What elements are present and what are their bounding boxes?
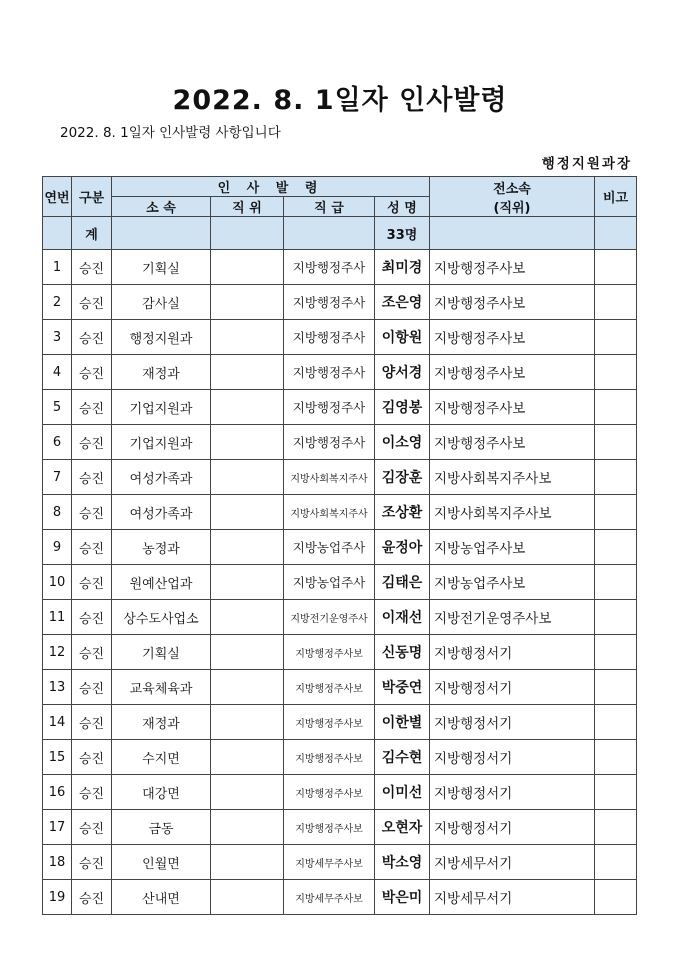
- cell-new-position: 지방세무서기: [430, 845, 595, 880]
- cell-seq: 12: [43, 635, 72, 670]
- cell-rank: 지방행정주사보: [284, 740, 375, 775]
- cell-name: 이항원: [375, 320, 430, 355]
- cell-new-position: 지방사회복지주사보: [430, 460, 595, 495]
- cell-type: 승진: [72, 670, 112, 705]
- cell-affiliation: 재정과: [112, 705, 211, 740]
- cell-new-position: 지방행정서기: [430, 775, 595, 810]
- cell-type: 승진: [72, 425, 112, 460]
- header-affiliation: 소 속: [112, 197, 211, 217]
- cell-new-position: 지방행정주사보: [430, 250, 595, 285]
- table-row: [43, 705, 637, 740]
- cell-rank: 지방행정주사: [284, 355, 375, 390]
- cell-affiliation: 여성가족과: [112, 495, 211, 530]
- cell-type: 승진: [72, 810, 112, 845]
- table-row: [43, 495, 637, 530]
- cell-new-position: 지방행정서기: [430, 670, 595, 705]
- cell-name: 김장훈: [375, 460, 430, 495]
- cell-affiliation: 기업지원과: [112, 425, 211, 460]
- cell-new-position: 지방행정서기: [430, 810, 595, 845]
- cell-remarks: [595, 845, 637, 880]
- total-seq: [43, 217, 72, 250]
- cell-rank: 지방행정주사보: [284, 775, 375, 810]
- cell-new-position: 지방행정주사보: [430, 355, 595, 390]
- cell-name: 윤정아: [375, 530, 430, 565]
- cell-name: 박중연: [375, 670, 430, 705]
- cell-seq: 5: [43, 390, 72, 425]
- subtitle: 2022. 8. 1일자 인사발령 사항입니다: [60, 125, 281, 141]
- cell-type: 승진: [72, 600, 112, 635]
- cell-rank: 지방전기운영주사: [284, 600, 375, 635]
- cell-name: 김영봉: [375, 390, 430, 425]
- cell-rank: 지방행정주사보: [284, 635, 375, 670]
- cell-new-position: 지방행정서기: [430, 635, 595, 670]
- cell-rank: 지방세무주사보: [284, 880, 375, 915]
- cell-seq: 9: [43, 530, 72, 565]
- cell-name: 신동명: [375, 635, 430, 670]
- total-new-position: [430, 217, 595, 250]
- cell-rank: 지방행정주사보: [284, 670, 375, 705]
- cell-new-position: 지방행정주사보: [430, 285, 595, 320]
- cell-affiliation: 금동: [112, 810, 211, 845]
- total-duty: [211, 217, 284, 250]
- table-row: [43, 635, 637, 670]
- cell-seq: 17: [43, 810, 72, 845]
- header-duty: 직 위: [211, 197, 284, 217]
- cell-seq: 15: [43, 740, 72, 775]
- cell-new-position: 지방세무서기: [430, 880, 595, 915]
- cell-affiliation: 인월면: [112, 845, 211, 880]
- cell-duty: [211, 320, 284, 355]
- page-title: 2022. 8. 1일자 인사발령: [172, 85, 508, 116]
- cell-duty: [211, 390, 284, 425]
- cell-duty: [211, 460, 284, 495]
- cell-remarks: [595, 320, 637, 355]
- cell-rank: 지방사회복지주사: [284, 460, 375, 495]
- header-new-position-line1: 전소속: [493, 181, 531, 197]
- cell-rank: 지방행정주사: [284, 425, 375, 460]
- table-row: [43, 810, 637, 845]
- cell-name: 김태은: [375, 565, 430, 600]
- cell-remarks: [595, 565, 637, 600]
- cell-remarks: [595, 705, 637, 740]
- cell-rank: 지방행정주사보: [284, 810, 375, 845]
- cell-name: 최미경: [375, 250, 430, 285]
- cell-new-position: 지방농업주사보: [430, 565, 595, 600]
- cell-duty: [211, 425, 284, 460]
- header-name: 성 명: [375, 197, 430, 217]
- cell-rank: 지방행정주사: [284, 250, 375, 285]
- cell-duty: [211, 740, 284, 775]
- cell-remarks: [595, 285, 637, 320]
- cell-affiliation: 상수도사업소: [112, 600, 211, 635]
- cell-duty: [211, 705, 284, 740]
- cell-affiliation: 산내면: [112, 880, 211, 915]
- table-row: [43, 600, 637, 635]
- total-label: 계: [72, 217, 112, 250]
- cell-affiliation: 감사실: [112, 285, 211, 320]
- cell-type: 승진: [72, 565, 112, 600]
- cell-name: 조상환: [375, 495, 430, 530]
- cell-type: 승진: [72, 740, 112, 775]
- cell-seq: 10: [43, 565, 72, 600]
- table-row: [43, 845, 637, 880]
- cell-name: 오현자: [375, 810, 430, 845]
- cell-rank: 지방행정주사: [284, 320, 375, 355]
- cell-seq: 19: [43, 880, 72, 915]
- cell-rank: 지방농업주사: [284, 530, 375, 565]
- table-row: [43, 285, 637, 320]
- cell-type: 승진: [72, 250, 112, 285]
- total-row: [43, 217, 637, 250]
- table-row: [43, 670, 637, 705]
- header-remarks: 비고: [595, 177, 637, 217]
- cell-affiliation: 기획실: [112, 635, 211, 670]
- cell-rank: 지방세무주사보: [284, 845, 375, 880]
- cell-remarks: [595, 775, 637, 810]
- cell-duty: [211, 530, 284, 565]
- cell-rank: 지방행정주사보: [284, 705, 375, 740]
- cell-seq: 8: [43, 495, 72, 530]
- cell-remarks: [595, 390, 637, 425]
- cell-type: 승진: [72, 495, 112, 530]
- cell-seq: 2: [43, 285, 72, 320]
- cell-type: 승진: [72, 530, 112, 565]
- cell-name: 이한별: [375, 705, 430, 740]
- cell-rank: 지방사회복지주사: [284, 495, 375, 530]
- table-row: [43, 530, 637, 565]
- cell-remarks: [595, 250, 637, 285]
- cell-type: 승진: [72, 460, 112, 495]
- cell-seq: 11: [43, 600, 72, 635]
- cell-new-position: 지방농업주사보: [430, 530, 595, 565]
- cell-rank: 지방농업주사: [284, 565, 375, 600]
- cell-duty: [211, 355, 284, 390]
- table-row: [43, 460, 637, 495]
- cell-type: 승진: [72, 285, 112, 320]
- table-row: [43, 390, 637, 425]
- header-type: 구분: [72, 177, 112, 217]
- cell-name: 박은미: [375, 880, 430, 915]
- cell-affiliation: 교육체육과: [112, 670, 211, 705]
- cell-remarks: [595, 355, 637, 390]
- cell-new-position: 지방사회복지주사보: [430, 495, 595, 530]
- cell-affiliation: 수지면: [112, 740, 211, 775]
- cell-duty: [211, 670, 284, 705]
- cell-new-position: 지방전기운영주사보: [430, 600, 595, 635]
- cell-duty: [211, 600, 284, 635]
- cell-remarks: [595, 670, 637, 705]
- total-affiliation: [112, 217, 211, 250]
- cell-seq: 18: [43, 845, 72, 880]
- cell-name: 조은영: [375, 285, 430, 320]
- total-remarks: [595, 217, 637, 250]
- cell-remarks: [595, 495, 637, 530]
- table-row: [43, 880, 637, 915]
- table-row: [43, 565, 637, 600]
- cell-duty: [211, 845, 284, 880]
- table-row: [43, 425, 637, 460]
- cell-remarks: [595, 530, 637, 565]
- cell-name: 이미선: [375, 775, 430, 810]
- cell-type: 승진: [72, 390, 112, 425]
- cell-remarks: [595, 425, 637, 460]
- cell-affiliation: 대강면: [112, 775, 211, 810]
- cell-rank: 지방행정주사: [284, 390, 375, 425]
- cell-duty: [211, 495, 284, 530]
- cell-remarks: [595, 635, 637, 670]
- cell-duty: [211, 635, 284, 670]
- cell-affiliation: 여성가족과: [112, 460, 211, 495]
- header-group: 인 사 발 령: [112, 177, 430, 197]
- cell-name: 이소영: [375, 425, 430, 460]
- cell-remarks: [595, 460, 637, 495]
- cell-type: 승진: [72, 355, 112, 390]
- cell-new-position: 지방행정주사보: [430, 390, 595, 425]
- header-new-position-line2: (직위): [493, 200, 531, 216]
- table-row: [43, 320, 637, 355]
- cell-type: 승진: [72, 845, 112, 880]
- header-rank: 직 급: [284, 197, 375, 217]
- cell-type: 승진: [72, 775, 112, 810]
- cell-affiliation: 기업지원과: [112, 390, 211, 425]
- table-row: [43, 355, 637, 390]
- cell-duty: [211, 285, 284, 320]
- cell-seq: 1: [43, 250, 72, 285]
- cell-duty: [211, 880, 284, 915]
- cell-remarks: [595, 600, 637, 635]
- cell-new-position: 지방행정서기: [430, 740, 595, 775]
- cell-name: 이재선: [375, 600, 430, 635]
- cell-type: 승진: [72, 880, 112, 915]
- cell-remarks: [595, 740, 637, 775]
- cell-seq: 4: [43, 355, 72, 390]
- table-row: [43, 250, 637, 285]
- cell-new-position: 지방행정주사보: [430, 320, 595, 355]
- department-signature: 행정지원과장: [541, 156, 632, 172]
- header-new-position: [430, 177, 595, 217]
- cell-seq: 14: [43, 705, 72, 740]
- cell-name: 김수현: [375, 740, 430, 775]
- cell-seq: 13: [43, 670, 72, 705]
- cell-new-position: 지방행정서기: [430, 705, 595, 740]
- cell-affiliation: 기획실: [112, 250, 211, 285]
- cell-seq: 16: [43, 775, 72, 810]
- cell-duty: [211, 775, 284, 810]
- cell-seq: 3: [43, 320, 72, 355]
- table-row: [43, 775, 637, 810]
- cell-duty: [211, 810, 284, 845]
- cell-type: 승진: [72, 320, 112, 355]
- cell-duty: [211, 250, 284, 285]
- cell-duty: [211, 565, 284, 600]
- cell-rank: 지방행정주사: [284, 285, 375, 320]
- cell-affiliation: 행정지원과: [112, 320, 211, 355]
- cell-affiliation: 재정과: [112, 355, 211, 390]
- personnel-table: [42, 176, 637, 915]
- total-count: 33명: [375, 217, 430, 250]
- table-row: [43, 740, 637, 775]
- cell-seq: 6: [43, 425, 72, 460]
- cell-name: 박소영: [375, 845, 430, 880]
- cell-name: 양서경: [375, 355, 430, 390]
- cell-seq: 7: [43, 460, 72, 495]
- cell-affiliation: 농정과: [112, 530, 211, 565]
- cell-type: 승진: [72, 705, 112, 740]
- cell-remarks: [595, 880, 637, 915]
- cell-new-position: 지방행정주사보: [430, 425, 595, 460]
- cell-type: 승진: [72, 635, 112, 670]
- total-rank: [284, 217, 375, 250]
- cell-affiliation: 원예산업과: [112, 565, 211, 600]
- cell-remarks: [595, 810, 637, 845]
- header-seq: 연번: [43, 177, 72, 217]
